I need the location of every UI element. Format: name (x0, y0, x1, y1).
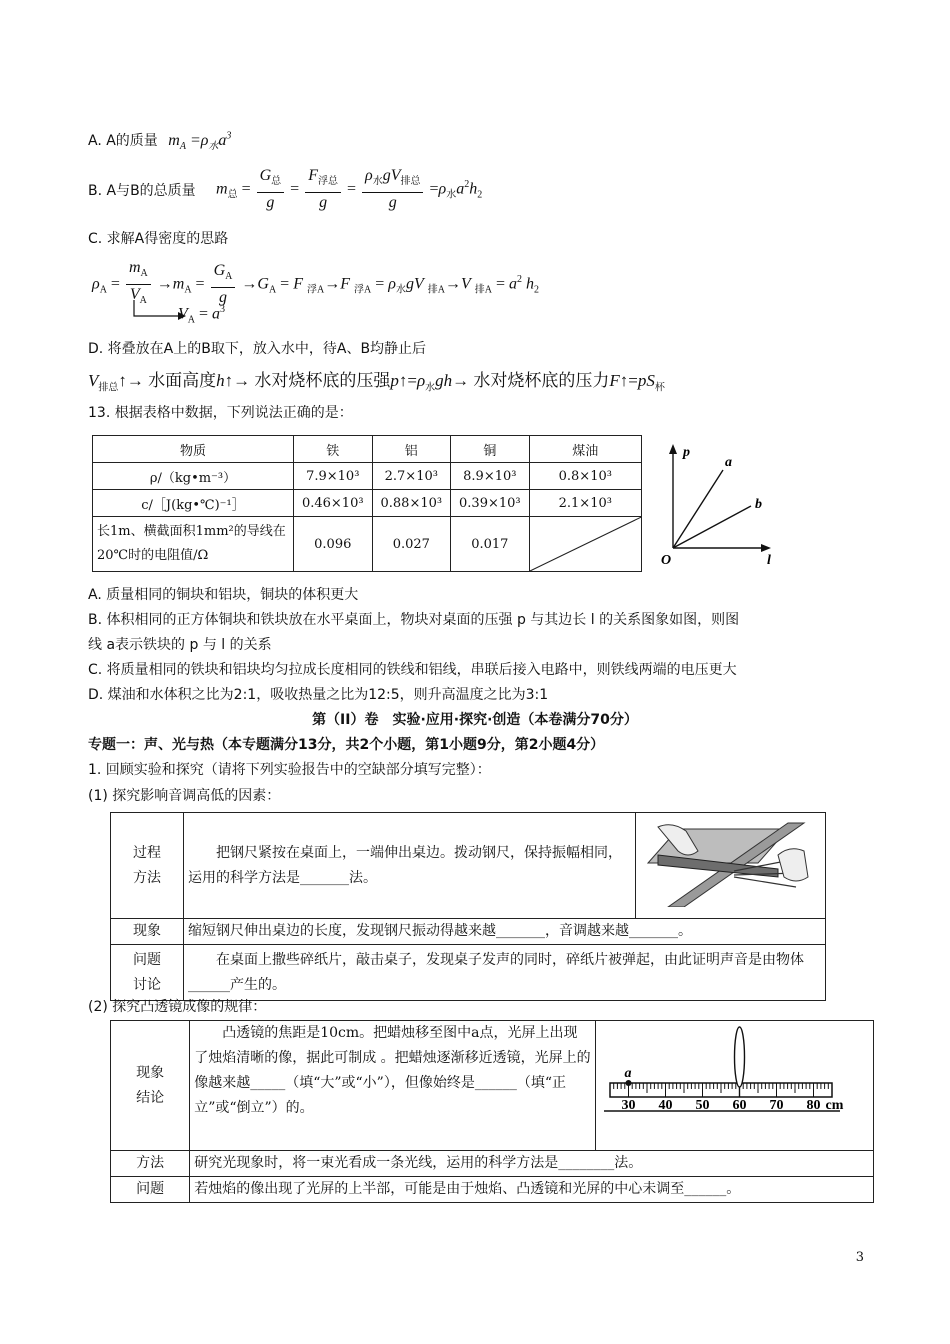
table-row: c/［J(kg•℃)⁻¹］ 0.46×10³ 0.88×10³ 0.39×10³ 2.1×10³ (93, 490, 642, 517)
sub1-title: (1) 探究影响音调高低的因素： (88, 788, 281, 804)
question-text: 若烛焰的像出现了光屏的上半部，可能是由于烛焰、凸透镜和光屏的中心未调至______。 (190, 1177, 874, 1203)
q13-option-c: C. 将质量相同的铁块和铝块均匀拉成长度相同的铁线和铝线，串联后接入电路中，则铁线两端的电压更大 (88, 662, 737, 678)
y-axis-label: p (683, 445, 690, 460)
q12-option-c: C. 求解A得密度的思路 (88, 231, 229, 247)
origin-label: O (661, 553, 672, 568)
formula-d: $V_{排总}↑\to$ 水面高度h↑→ 水对烧杯底的压强$p↑=\rho_水gh\to$ 水对烧杯底的压力$F↑=pS_杯$ (88, 371, 665, 394)
row-label: 现象结论 (111, 1021, 190, 1151)
ruler-tick-label: 40 (658, 1098, 673, 1113)
table-row (111, 1021, 874, 1151)
page-number: 3 (855, 1250, 864, 1265)
x-axis-label: l (767, 553, 771, 568)
experiment-table-1 (110, 812, 826, 1001)
table-row (111, 945, 826, 1001)
table-row: 问题 若烛焰的像出现了光屏的上半部，可能是由于烛焰、凸透镜和光屏的中心未调至______。 (111, 1177, 874, 1203)
line-b-label: b (755, 497, 762, 512)
ruler-unit-label: cm (825, 1098, 844, 1113)
q13-option-b-cont: 线 a表示铁块的 p 与 l 的关系 (88, 637, 272, 653)
topic-heading: 专题一：声、光与热（本专题满分13分，共2个小题，第1小题9分，第2小题4分） (88, 737, 605, 753)
phenomenon-text: 缩短钢尺伸出桌边的长度，发现钢尺振动得越来越_______，音调越来越_______。 (184, 919, 826, 945)
convex-lens (735, 1027, 745, 1087)
q12-option-a: A. A的质量 $m_A =\rho_水a^3$ (88, 130, 232, 153)
method-text: 研究光现象时，将一束光看成一条光线，运用的科学方法是________法。 (190, 1151, 874, 1177)
ruler-figure-cell (635, 813, 825, 919)
formula-c-volume: $V_A = a^3$ (178, 304, 226, 326)
q1-stem: 1. 回顾实验和探究（请将下列实验报告中的空缺部分填写完整）： (88, 762, 491, 778)
sub2-title: (2) 探究凸透镜成像的规律： (88, 999, 267, 1015)
steel-ruler-image (638, 815, 814, 907)
section-title: 第（II）卷 实验·应用·探究·创造（本卷满分70分） (312, 712, 638, 728)
table-row: 现象 缩短钢尺伸出桌边的长度，发现钢尺振动得越来越_______，音调越来越_______。 (111, 919, 826, 945)
process-text: 把钢尺紧按在桌面上，一端伸出桌边。拨动钢尺，保持振幅相同，运用的科学方法是_______法。 (184, 813, 636, 919)
formula-a: $m_A =\rho_水a^3$ (168, 130, 232, 153)
formula-b: $m_总$ = $\frac{G_总}{g}$ = $\frac{F_{浮总}}{g}$ = $\frac{\rho_水gV_{排总}}{g}$ $=\rho_水a^2h_2$ (216, 167, 483, 212)
q13-option-d: D. 煤油和水体积之比为2:1，吸收热量之比为12:5，则升高温度之比为3:1 (88, 687, 549, 703)
ruler-tick-label: 80 (806, 1098, 821, 1113)
table-row: 方法 研究光现象时，将一束光看成一条光线，运用的科学方法是________法。 (111, 1151, 874, 1177)
q13-option-b: B. 体积相同的正方体铜块和铁块放在水平桌面上，物块对桌面的压强 p 与其边长 l 的关系图象如图，则图 (88, 612, 740, 628)
discussion-text: 在桌面上撒些碎纸片，敲击桌子，发现桌子发声的同时，碎纸片被弹起，由此证明声音是由物体______产生的。 (184, 945, 826, 1001)
optical-bench-ruler (596, 1021, 872, 1141)
p-l-graph (655, 440, 785, 570)
line-a (673, 470, 723, 548)
row-label: 问题讨论 (111, 945, 184, 1001)
conclusion-text: 凸透镜的焦距是10cm。把蜡烛移至图中a点，光屏上出现了烛焰清晰的像，据此可制成 。把蜡烛逐渐移近透镜，光屏上的像越来越_____（填“大”或“小”），但像始终是______（填“正立”或“倒立”）的。 (190, 1021, 596, 1151)
line-a-label: a (725, 455, 732, 470)
table-row: ρ/（kg•m⁻³） 7.9×10³ 2.7×10³ 8.9×10³ 0.8×10³ (93, 463, 642, 490)
row-label: 过程方法 (111, 813, 184, 919)
ruler-tick-label: 50 (695, 1098, 710, 1113)
table-row (111, 813, 826, 919)
table-row: 长1m、横截面积1mm²的导线在20℃时的电阻值/Ω 0.096 0.027 0.017 (93, 517, 642, 572)
optical-bench-cell (596, 1021, 874, 1151)
ruler-tick-label: 30 (621, 1098, 636, 1113)
line-b (673, 506, 751, 548)
point-a-label: a (624, 1066, 632, 1081)
q12-option-b: B. A与B的总质量 (88, 183, 196, 199)
formula-c: $\rho_A$ = $\frac{m_A}{V_A}$ $\to m_A$ = $\frac{G_A}{g}$ $\to G_A = F$ $_{浮A}$→F $_{浮A} = \rho_水gV$ $_{排A}$→V $_{排A} = a^2$ $h_2$ (92, 259, 540, 307)
q13-option-a: A. 质量相同的铜块和铝块，铜块的体积更大 (88, 587, 359, 603)
ruler-tick-label: 70 (769, 1098, 784, 1113)
ruler-tick-label: 60 (732, 1098, 747, 1113)
q12-option-d: D. 将叠放在A上的B取下，放入水中，待A、B均静止后 (88, 341, 427, 357)
q13-stem: 13. 根据表格中数据，下列说法正确的是： (88, 405, 353, 421)
data-table (92, 435, 642, 572)
experiment-table-2 (110, 1020, 874, 1203)
empty-diagonal-cell (529, 517, 641, 572)
table-header-row: 物质 铁 铝 铜 煤油 (93, 436, 642, 463)
